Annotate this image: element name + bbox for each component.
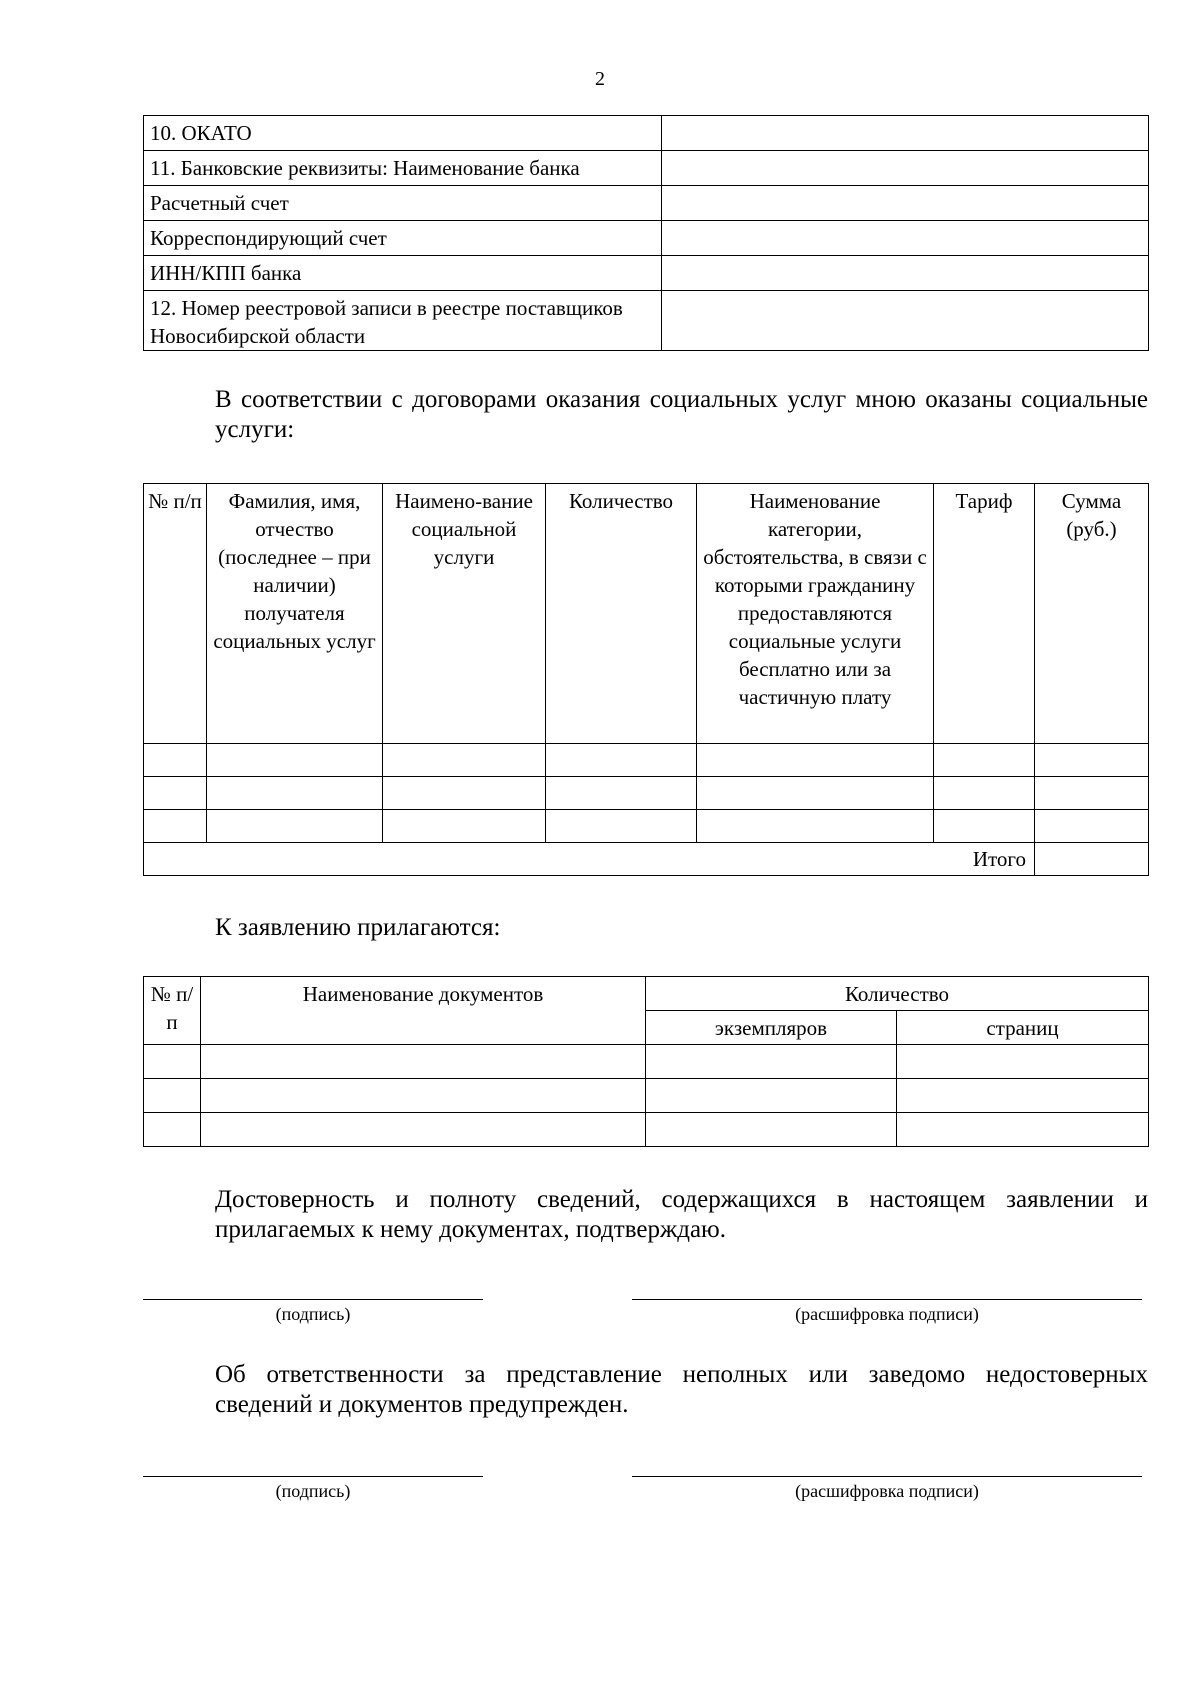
attachments-intro — [143, 913, 1148, 943]
table-row — [144, 1113, 1149, 1147]
table-row — [144, 777, 1149, 810]
table-cell[interactable] — [646, 1079, 897, 1113]
col-header-recipient: Фамилия, имя, отчество (последнее – при наличии) получателя социальных услуг — [207, 484, 383, 744]
requisite-label: Расчетный счет — [144, 186, 662, 221]
signature-line[interactable] — [143, 1476, 483, 1477]
table-cell[interactable] — [934, 744, 1035, 777]
col-header-category: Наименование категории, обстоятельства, в связи с которыми гражданину предоставляются социальные услуги бесплатно или за частичную плату — [697, 484, 934, 744]
table-cell[interactable] — [1035, 777, 1149, 810]
table-row — [144, 1079, 1149, 1113]
requisite-label: 10. ОКАТО — [144, 116, 662, 151]
table-cell[interactable] — [1035, 810, 1149, 843]
table-cell[interactable] — [144, 777, 207, 810]
table-cell[interactable] — [144, 810, 207, 843]
attachments-intro-text: К заявлению прилагаются: — [215, 914, 501, 941]
services-table — [143, 483, 1149, 876]
table-cell[interactable] — [897, 1045, 1149, 1079]
requisites-table — [143, 115, 1149, 351]
table-row — [144, 151, 1149, 186]
requisite-label: ИНН/КПП банка — [144, 256, 662, 291]
signature-decode-line[interactable] — [632, 1299, 1142, 1300]
table-cell[interactable] — [1035, 744, 1149, 777]
signature-caption: (подпись) — [275, 1304, 351, 1324]
table-row — [144, 186, 1149, 221]
table-cell[interactable] — [144, 1113, 201, 1147]
col-header-quantity: Количество — [546, 484, 697, 744]
table-row — [144, 744, 1149, 777]
total-row — [144, 843, 1149, 876]
requisite-label: 12. Номер реестровой записи в реестре поставщиков Новосибирской области — [144, 291, 662, 351]
requisite-value[interactable] — [662, 256, 1149, 291]
signature-decode-caption: (расшифровка подписи) — [795, 1304, 979, 1324]
table-header-row — [144, 977, 1149, 1011]
table-row — [144, 256, 1149, 291]
col-header-sum: Сумма (руб.) — [1035, 484, 1149, 744]
table-cell[interactable] — [383, 744, 546, 777]
signature-caption: (подпись) — [275, 1481, 351, 1501]
table-row — [144, 291, 1149, 351]
requisite-value[interactable] — [662, 221, 1149, 256]
table-cell[interactable] — [144, 1079, 201, 1113]
table-cell[interactable] — [897, 1079, 1149, 1113]
responsibility-paragraph — [143, 1360, 1148, 1420]
col-header-document-name: Наименование документов — [201, 977, 646, 1045]
signature-decode-caption: (расшифровка подписи) — [795, 1481, 979, 1501]
table-cell[interactable] — [546, 810, 697, 843]
table-cell[interactable] — [207, 810, 383, 843]
table-cell[interactable] — [934, 777, 1035, 810]
col-header-service-name: Наимено-вание социальной услуги — [383, 484, 546, 744]
table-cell[interactable] — [697, 810, 934, 843]
requisite-label: 11. Банковские реквизиты: Наименование банка — [144, 151, 662, 186]
requisite-value[interactable] — [662, 291, 1149, 351]
confirmation-text: Достоверность и полноту сведений, содержащихся в настоящем заявлении и прилагаемых к нему документах, подтверждаю. — [215, 1186, 1148, 1243]
responsibility-text: Об ответственности за представление неполных или заведомо недостоверных сведений и документов предупрежден. — [215, 1361, 1148, 1418]
table-cell[interactable] — [383, 810, 546, 843]
col-header-copies: экземпляров — [646, 1011, 897, 1045]
total-label: Итого — [144, 843, 1035, 876]
table-cell[interactable] — [646, 1045, 897, 1079]
table-cell[interactable] — [201, 1045, 646, 1079]
table-cell[interactable] — [144, 1045, 201, 1079]
services-intro-text: В соответствии с договорами оказания социальных услуг мною оказаны социальные услуги: — [215, 386, 1148, 443]
table-cell[interactable] — [546, 744, 697, 777]
table-cell[interactable] — [201, 1113, 646, 1147]
table-cell[interactable] — [383, 777, 546, 810]
table-cell[interactable] — [207, 744, 383, 777]
services-intro — [143, 385, 1148, 445]
col-header-quantity: Количество — [646, 977, 1149, 1011]
attachments-table — [143, 976, 1149, 1147]
table-row — [144, 221, 1149, 256]
table-header-row — [144, 484, 1149, 744]
requisite-label: Корреспондирующий счет — [144, 221, 662, 256]
table-cell[interactable] — [546, 777, 697, 810]
table-cell[interactable] — [201, 1079, 646, 1113]
col-header-tariff: Тариф — [934, 484, 1035, 744]
table-cell[interactable] — [144, 744, 207, 777]
requisite-value[interactable] — [662, 151, 1149, 186]
table-cell[interactable] — [207, 777, 383, 810]
signature-decode-line[interactable] — [632, 1476, 1142, 1477]
table-row — [144, 116, 1149, 151]
page-number: 2 — [595, 68, 605, 90]
table-row — [144, 810, 1149, 843]
table-cell[interactable] — [646, 1113, 897, 1147]
total-value[interactable] — [1035, 843, 1149, 876]
signature-line[interactable] — [143, 1299, 483, 1300]
table-cell[interactable] — [697, 744, 934, 777]
table-row — [144, 1045, 1149, 1079]
col-header-pages: страниц — [897, 1011, 1149, 1045]
table-cell[interactable] — [897, 1113, 1149, 1147]
table-cell[interactable] — [934, 810, 1035, 843]
requisite-value[interactable] — [662, 116, 1149, 151]
col-header-number: № п/п — [144, 977, 201, 1045]
table-cell[interactable] — [697, 777, 934, 810]
col-header-number: № п/п — [144, 484, 207, 744]
confirmation-paragraph — [143, 1185, 1148, 1245]
requisite-value[interactable] — [662, 186, 1149, 221]
